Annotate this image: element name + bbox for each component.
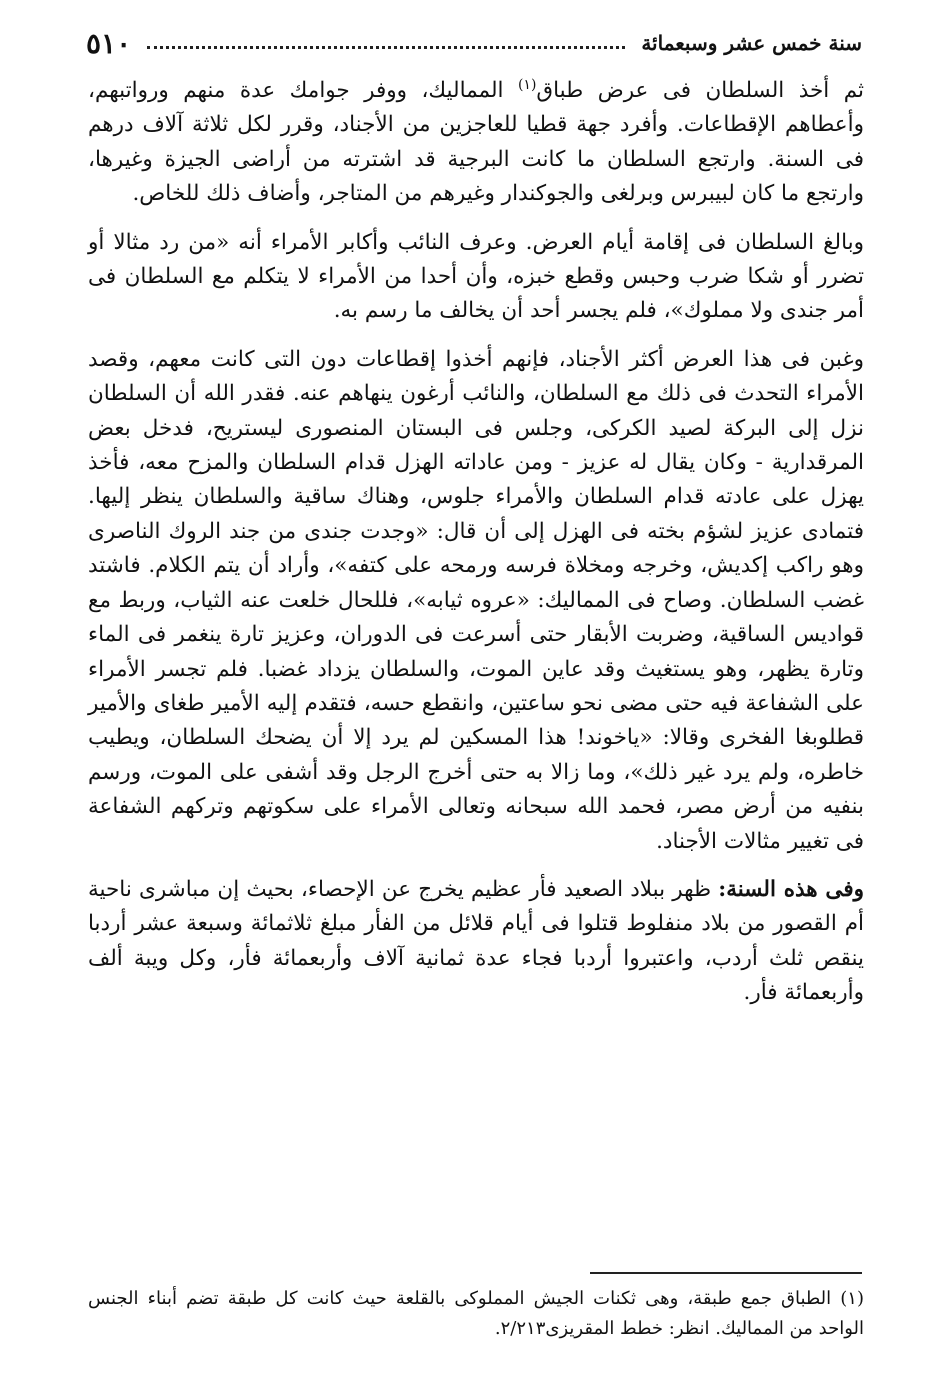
footnote-text: (١) الطباق جمع طبقة، وهى ثكنات الجيش المملوكى بالقلعة حيث كانت كل طبقة تضم أبناء الجنس الواحد من المماليك. انظر: خطط المقريزى٢/٢١٣. [88,1288,864,1339]
paragraph-text-before-ref: ثم أخذ السلطان فى عرض طباق [536,78,864,103]
footnote-reference: (١) [517,76,537,93]
paragraph-text: وغبن فى هذا العرض أكثر الأجناد، فإنهم أخذوا إقطاعات دون التى كانت معهم، وقصد الأمراء التحدث فى ذلك مع السلطان، والنائب أرغون ينهاهم عنه. فقدر الله أن السلطان نزل إلى البركة لصيد الكركى، وجلس فى البستان المنصورى ليستريح، فدخل بعض المرقدارية - وكان يقال له عزيز - ومن عاداته الهزل قدام السلطان والمزح معه، فأخذ يهزل على عادته قدام السلطان والأمراء جلوس، وهناك ساقية والسلطان ينظر إليها. فتمادى عزيز لشؤم بخته فى الهزل إلى أن قال: «وجدت جندى من جند الروك الناصرى وهو راكب إكديش، وخرجه ومخلاة فرسه ورمحه على كتفه»، وأراد أن يتم الكلام. فاشتد غضب السلطان. وصاح فى المماليك: «عروه ثيابه»، فللحال خلعت عنه الثياب، وربط مع قواديس الساقية، وضربت الأبقار حتى أسرعت فى الدوران، وعزيز تارة ينغمر فى الماء وتارة يظهر، وهو يستغيث وقد عاين الموت، والسلطان يزداد غضبا. فلم تجسر الأمراء على الشفاعة فيه حتى مضى نحو ساعتين، وانقطع حسه، فتقدم إليه الأمير طغاى والأمير قطلوبغا الفخرى وقالا: «ياخوند! هذا المسكين لم يرد إلا أن يضحك السلطان، ويطيب خاطره، ولم يرد غير ذلك»، وما زالا به حتى أخرج الرجل وقد أشفى على الموت، ورسم بنفيه من أرض مصر، فحمد الله سبحانه وتعالى الأمراء على سكوتهم وتركهم الشفاعة فى تغيير مثالات الأجناد. [88,346,864,854]
header-leader-dots [147,38,625,49]
paragraph-aziz-story [88,343,864,859]
body-text [88,74,864,1025]
paragraph-lead-heading: وفى هذه السنة: [718,876,865,902]
page-header [86,22,862,64]
paragraph-text: وبالغ السلطان فى إقامة أيام العرض. وعرف النائب وأكابر الأمراء أنه «من رد مثالا أو تضرر أو شكا ضرب وحبس وقطع خبزه، وأن أحدا من الأمراء لا يتكلم مع السلطان فى أمر جندى ولا مملوك»، فلم يجسر أحد أن يخالف ما رسم به. [88,229,864,324]
paragraph-review-days [88,226,864,329]
paragraph-text: المماليك، ووفر جوامك عدة منهم ورواتبهم، وأعطاهم الإقطاعات. وأفرد جهة قطيا للعاجزين من الأجناد، وقرر لكل ثلاثة آلاف درهم فى السنة. وارتجع السلطان ما كانت البرجية قد اشترته من أراضى الجيزة وغيرها، وارتجع ما كان لبيبرس وبرلغى والجوكندار وغيرهم من المتاجر، وأضاف ذلك للخاص. [88,78,864,207]
paragraph-review-of-tabaq [88,74,864,212]
paragraph-text: ظهر ببلاد الصعيد فأر عظيم يخرج عن الإحصاء، بحيث إن مباشرى ناحية أم القصور من بلاد منفلوط قتلوا فى أيام قلائل من الفأر مبلغ ثلاثمائة وسبعة عشر أردبا ينقص ثلث أردب، واعتبروا أردبا فجاء عدة ثمانية آلاف وأربعمائة فأر، وكل ويبة ألف وأربعمائة فأر. [88,876,864,1006]
page-number: ٥١٠ [86,26,132,60]
paragraph-mice-event [88,873,864,1011]
running-title: سنة خمس عشر وسبعمائة [641,31,862,55]
footnote-separator [590,1272,862,1274]
footnote [88,1284,864,1344]
